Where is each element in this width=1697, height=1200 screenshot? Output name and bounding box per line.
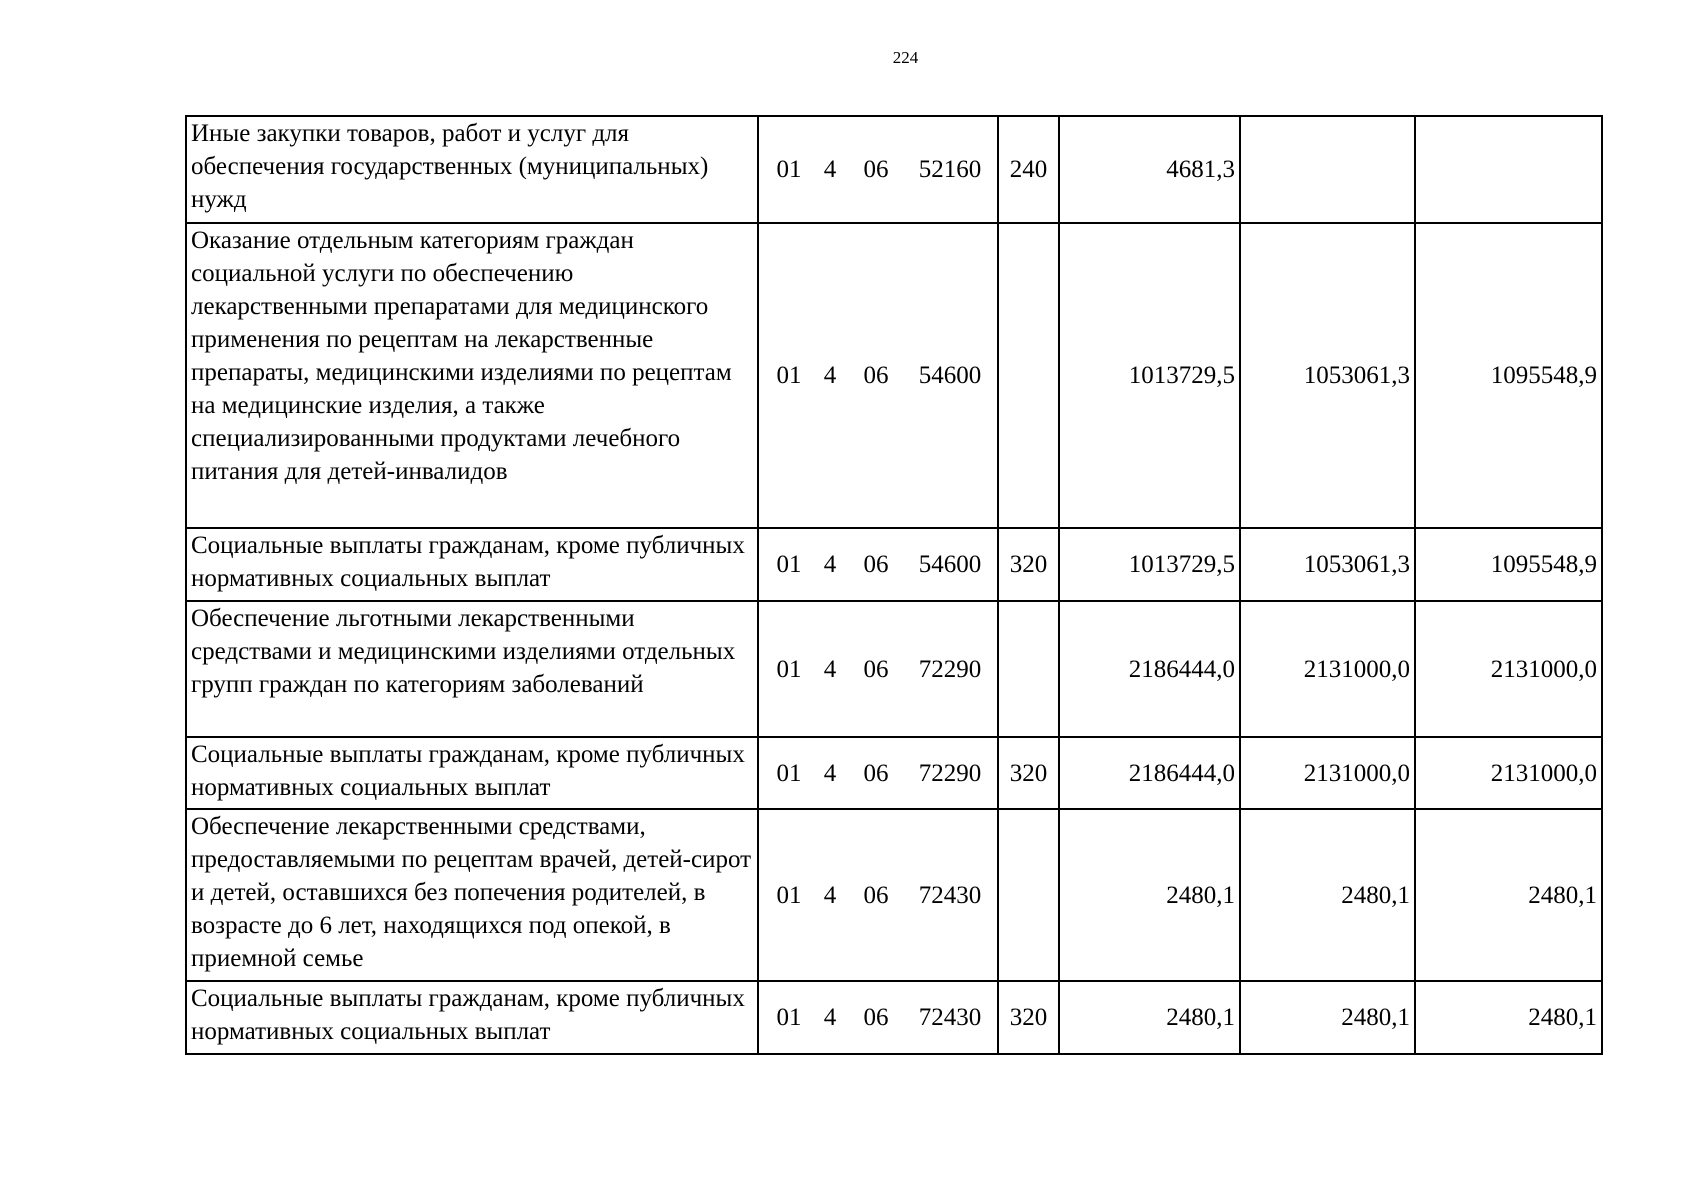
row-expense-type <box>998 223 1059 528</box>
row-name: Обеспечение лекарственными средствами, предоставляемыми по рецептам врачей, детей-сирот и детей, оставшихся без попечения родителей, в возрасте до 6 лет, находящихся под опекой, в приемной семье <box>186 809 758 981</box>
row-expense-type: 240 <box>998 116 1059 223</box>
table-row <box>186 981 1602 1054</box>
row-code <box>758 528 998 601</box>
code-main-event: 06 <box>863 881 889 909</box>
code-direction: 72430 <box>918 1004 982 1031</box>
row-sum-2 <box>1240 116 1415 223</box>
row-sum-3: 2131000,0 <box>1415 737 1602 809</box>
code-direction: 72290 <box>918 655 982 683</box>
row-sum-2: 1053061,3 <box>1240 528 1415 601</box>
row-expense-type <box>998 601 1059 737</box>
row-sum-3: 1095548,9 <box>1415 528 1602 601</box>
row-expense-type: 320 <box>998 737 1059 809</box>
code-program: 01 <box>776 362 802 389</box>
table-row <box>186 116 1602 223</box>
table-row <box>186 737 1602 809</box>
code-main-event: 06 <box>863 156 889 183</box>
code-program: 01 <box>776 655 802 683</box>
table-row <box>186 528 1602 601</box>
row-code <box>758 223 998 528</box>
row-sum-1: 4681,3 <box>1059 116 1240 223</box>
row-sum-3: 2131000,0 <box>1415 601 1602 737</box>
code-program: 01 <box>776 551 802 578</box>
code-subprogram: 4 <box>823 362 837 389</box>
row-sum-2: 2131000,0 <box>1240 601 1415 737</box>
row-expense-type: 320 <box>998 528 1059 601</box>
row-code <box>758 981 998 1054</box>
row-name: Обеспечение льготными лекарственными средствами и медицинскими изделиями отдельных групп граждан по категориям заболеваний <box>186 601 758 737</box>
row-expense-type <box>998 809 1059 981</box>
code-program: 01 <box>776 759 802 787</box>
page-number: 224 <box>892 48 919 67</box>
row-sum-2: 2480,1 <box>1240 809 1415 981</box>
table-row <box>186 601 1602 737</box>
row-sum-2: 1053061,3 <box>1240 223 1415 528</box>
row-sum-1: 1013729,5 <box>1059 223 1240 528</box>
row-sum-2: 2480,1 <box>1240 981 1415 1054</box>
code-main-event: 06 <box>863 655 889 683</box>
code-direction: 54600 <box>918 551 982 578</box>
code-subprogram: 4 <box>823 655 837 683</box>
row-name: Социальные выплаты гражданам, кроме публичных нормативных социальных выплат <box>186 528 758 601</box>
code-subprogram: 4 <box>823 551 837 578</box>
code-program: 01 <box>776 156 802 183</box>
code-direction: 54600 <box>918 362 982 389</box>
row-sum-3: 2480,1 <box>1415 809 1602 981</box>
row-code <box>758 116 998 223</box>
row-code <box>758 601 998 737</box>
code-program: 01 <box>776 881 802 909</box>
code-subprogram: 4 <box>823 881 837 909</box>
code-main-event: 06 <box>863 551 889 578</box>
row-sum-1: 2480,1 <box>1059 809 1240 981</box>
code-subprogram: 4 <box>823 156 837 183</box>
row-name: Иные закупки товаров, работ и услуг для обеспечения государственных (муниципальных) нужд <box>186 116 758 223</box>
row-code <box>758 737 998 809</box>
code-main-event: 06 <box>863 1004 889 1031</box>
row-code <box>758 809 998 981</box>
code-program: 01 <box>776 1004 802 1031</box>
code-direction: 72430 <box>918 881 982 909</box>
row-sum-1: 2186444,0 <box>1059 737 1240 809</box>
row-expense-type: 320 <box>998 981 1059 1054</box>
row-name: Социальные выплаты гражданам, кроме публичных нормативных социальных выплат <box>186 737 758 809</box>
row-sum-3: 1095548,9 <box>1415 223 1602 528</box>
row-sum-1: 1013729,5 <box>1059 528 1240 601</box>
table-row <box>186 223 1602 528</box>
code-main-event: 06 <box>863 759 889 787</box>
budget-table <box>185 115 1603 1055</box>
code-subprogram: 4 <box>823 759 837 787</box>
code-direction: 72290 <box>918 759 982 787</box>
row-sum-3: 2480,1 <box>1415 981 1602 1054</box>
row-sum-3 <box>1415 116 1602 223</box>
row-sum-1: 2480,1 <box>1059 981 1240 1054</box>
table-row <box>186 809 1602 981</box>
row-sum-2: 2131000,0 <box>1240 737 1415 809</box>
code-subprogram: 4 <box>823 1004 837 1031</box>
row-name: Социальные выплаты гражданам, кроме публичных нормативных социальных выплат <box>186 981 758 1054</box>
row-sum-1: 2186444,0 <box>1059 601 1240 737</box>
code-main-event: 06 <box>863 362 889 389</box>
row-name: Оказание отдельным категориям граждан социальной услуги по обеспечению лекарственными препаратами для медицинского применения по рецептам на лекарственные препараты, медицинскими изделиями по рецептам на медицинские изделия, а также специализированными продуктами лечебного питания для детей-инвалидов <box>186 223 758 528</box>
code-direction: 52160 <box>918 156 982 183</box>
